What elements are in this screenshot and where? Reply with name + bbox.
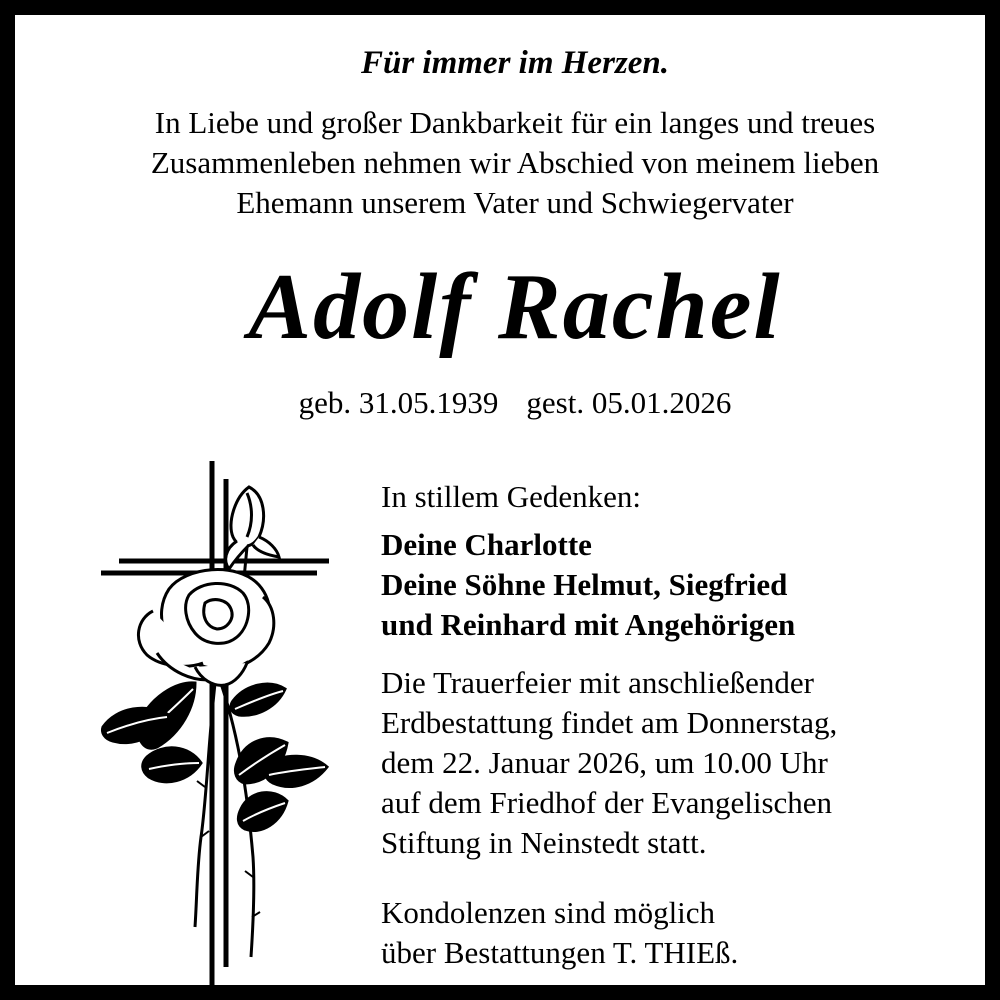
mourner-line: Deine Charlotte [381, 527, 592, 562]
condolence-info [381, 893, 981, 973]
mourners-list [381, 525, 981, 645]
intro-line: Zusammenleben nehmen wir Abschied von meinem lieben [150, 145, 880, 180]
mourner-line: Deine Söhne Helmut, Siegfried [381, 567, 788, 602]
ceremony-line: auf dem Friedhof der Evangelischen [381, 785, 833, 820]
condolence-line: Kondolenzen sind möglich [381, 895, 716, 930]
intro-text [15, 103, 1000, 223]
intro-line: Ehemann unserem Vater und Schwiegervater [236, 185, 794, 220]
mourner-line: und Reinhard mit Angehörigen [381, 607, 796, 642]
intro-line: In Liebe und großer Dankbarkeit für ein langes und treues [154, 105, 876, 140]
death-date: gest. 05.01.2026 [526, 385, 732, 420]
deceased-name: Adolf Rachel [248, 255, 782, 359]
condolence-line: über Bestattungen T. THIEß. [381, 935, 739, 970]
ceremony-line: dem 22. Januar 2026, um 10.00 Uhr [381, 745, 828, 780]
birth-date: geb. 31.05.1939 [298, 385, 499, 420]
ceremony-line: Erdbestattung findet am Donnerstag, [381, 705, 838, 740]
life-dates [15, 385, 1000, 421]
ceremony-line: Stiftung in Neinstedt statt. [381, 825, 707, 860]
remembrance-heading: In stillem Gedenken: [381, 479, 641, 514]
mourning-details [381, 477, 981, 973]
cross-with-rose-icon [97, 457, 337, 987]
motto-heading: Für immer im Herzen. [360, 45, 670, 81]
ceremony-line: Die Trauerfeier mit anschließender [381, 665, 814, 700]
ceremony-info [381, 663, 981, 863]
